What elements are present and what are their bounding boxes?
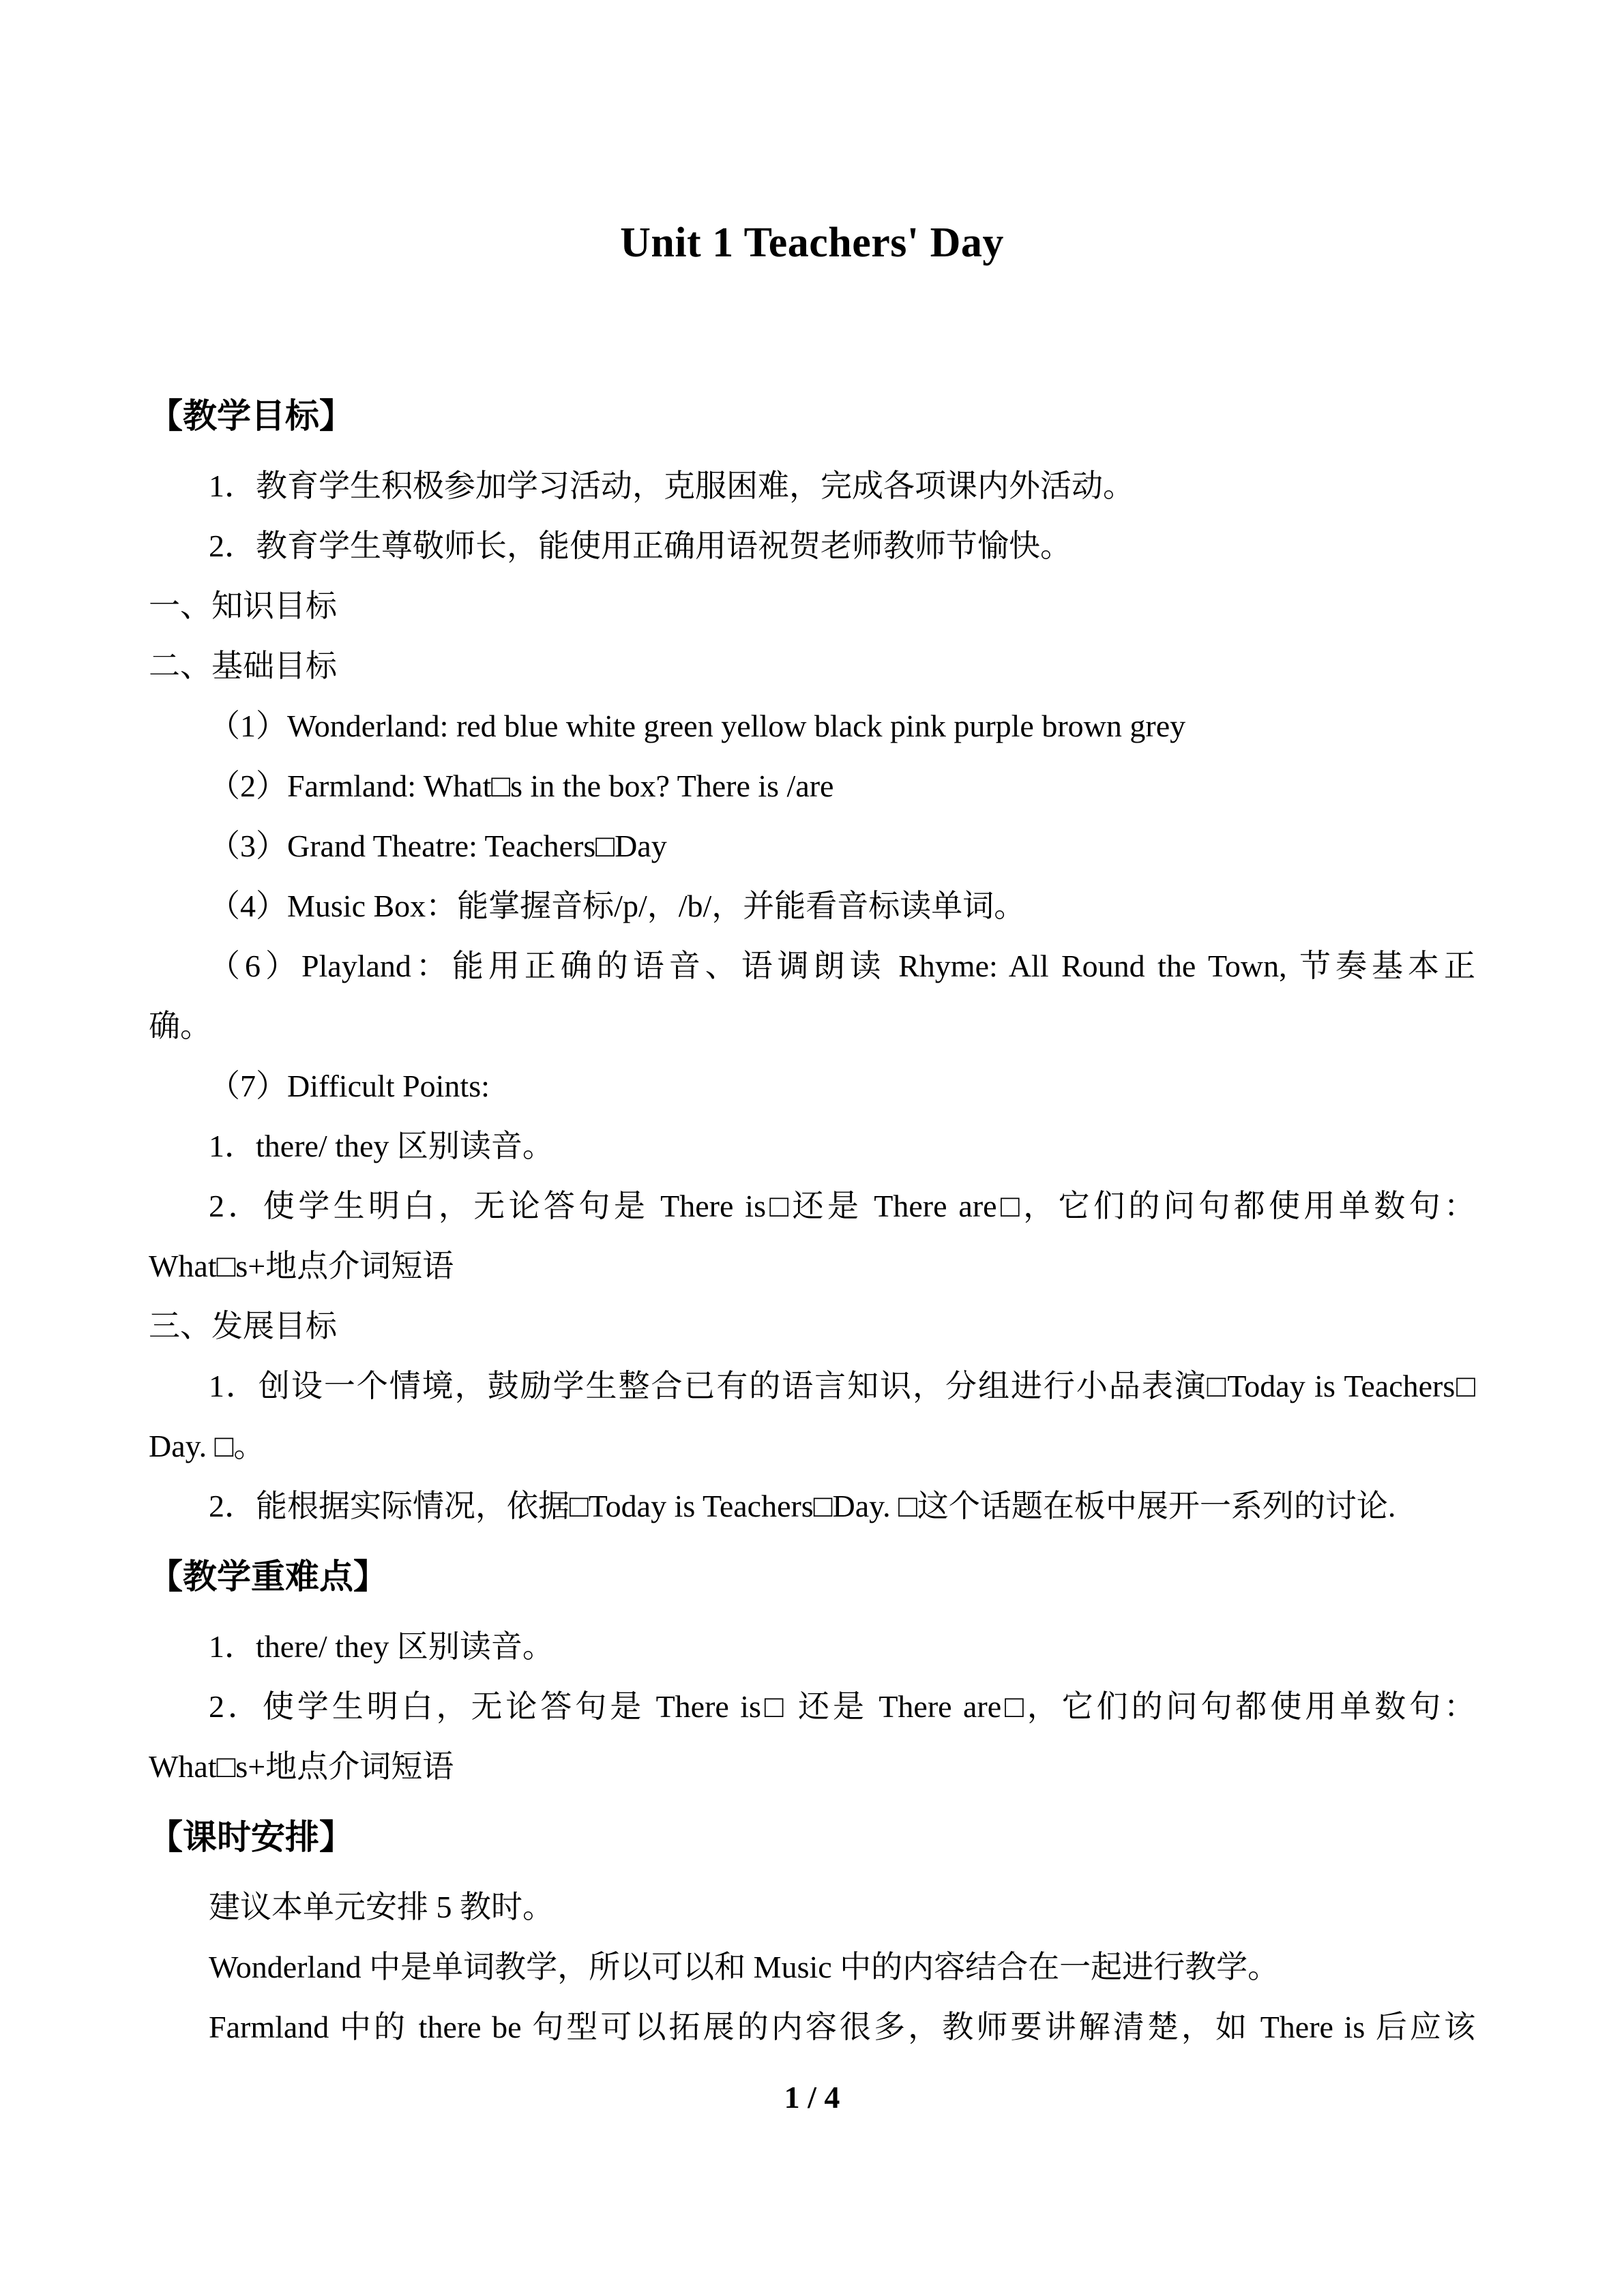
paragraph-line: 2．使学生明白，无论答句是 There is□ 还是 There are□，它们的问句都使用单数句： [209, 1689, 1475, 1724]
paragraph-line: 1．教育学生积极参加学习活动，克服困难，完成各项课内外活动。 [209, 468, 1134, 503]
section-heading: 【课时安排】 [149, 1818, 353, 1856]
paragraph-line: Farmland 中的 there be 句型可以拓展的内容很多，教师要讲解清楚，如 There is 后应该 [209, 2010, 1475, 2044]
paragraph-line: （4）Music Box：能掌握音标/p/，/b/，并能看音标读单词。 [209, 889, 1026, 923]
paragraph-line: 1．there/ they 区别读音。 [209, 1629, 554, 1664]
paragraph-line: 确。 [149, 1009, 211, 1043]
paragraph-line: Day. □。 [149, 1429, 265, 1463]
document-body [149, 376, 1475, 2057]
paragraph-line: 1．创设一个情境，鼓励学生整合已有的语言知识，分组进行小品表演□Today is Teachers□ [209, 1369, 1475, 1403]
paragraph-line: What□s+地点介词短语 [149, 1749, 454, 1784]
paragraph-line: （2）Farmland: What□s in the box? There is /are [209, 769, 834, 803]
paragraph-line: （7）Difficult Points: [209, 1069, 490, 1103]
paragraph-line: 二、基础目标 [149, 648, 337, 683]
paragraph-line: 2．教育学生尊敬师长，能使用正确用语祝贺老师教师节愉快。 [209, 528, 1072, 563]
paragraph-line: 2．使学生明白，无论答句是 There is□还是 There are□，它们的问句都使用单数句： [209, 1189, 1475, 1223]
page-title: Unit 1 Teachers' Day [620, 220, 1004, 266]
document-content [149, 0, 1475, 2057]
paragraph-line: 一、知识目标 [149, 588, 337, 623]
paragraph-line: （1）Wonderland: red blue white green yellow black pink purple brown grey [209, 709, 1186, 743]
paragraph-line: 三、发展目标 [149, 1309, 337, 1343]
paragraph-line: 建议本单元安排 5 教时。 [209, 1890, 554, 1924]
paragraph-line: Wonderland 中是单词教学，所以可以和 Music 中的内容结合在一起进行教学。 [209, 1950, 1280, 1984]
paragraph-line: （6）Playland：能用正确的语音、语调朗读 Rhyme: All Round the Town, 节奏基本正 [209, 949, 1475, 983]
paragraph-line: What□s+地点介词短语 [149, 1249, 454, 1283]
section-heading: 【教学重难点】 [149, 1557, 387, 1596]
page-number: 1 / 4 [784, 2080, 840, 2115]
section-heading: 【教学目标】 [149, 397, 353, 435]
paragraph-line: 1．there/ they 区别读音。 [209, 1129, 554, 1163]
paragraph-line: 2．能根据实际情况，依据□Today is Teachers□Day. □这个话题在板中展开一系列的讨论. [209, 1489, 1396, 1523]
paragraph-line: （3）Grand Theatre: Teachers□Day [209, 829, 667, 863]
